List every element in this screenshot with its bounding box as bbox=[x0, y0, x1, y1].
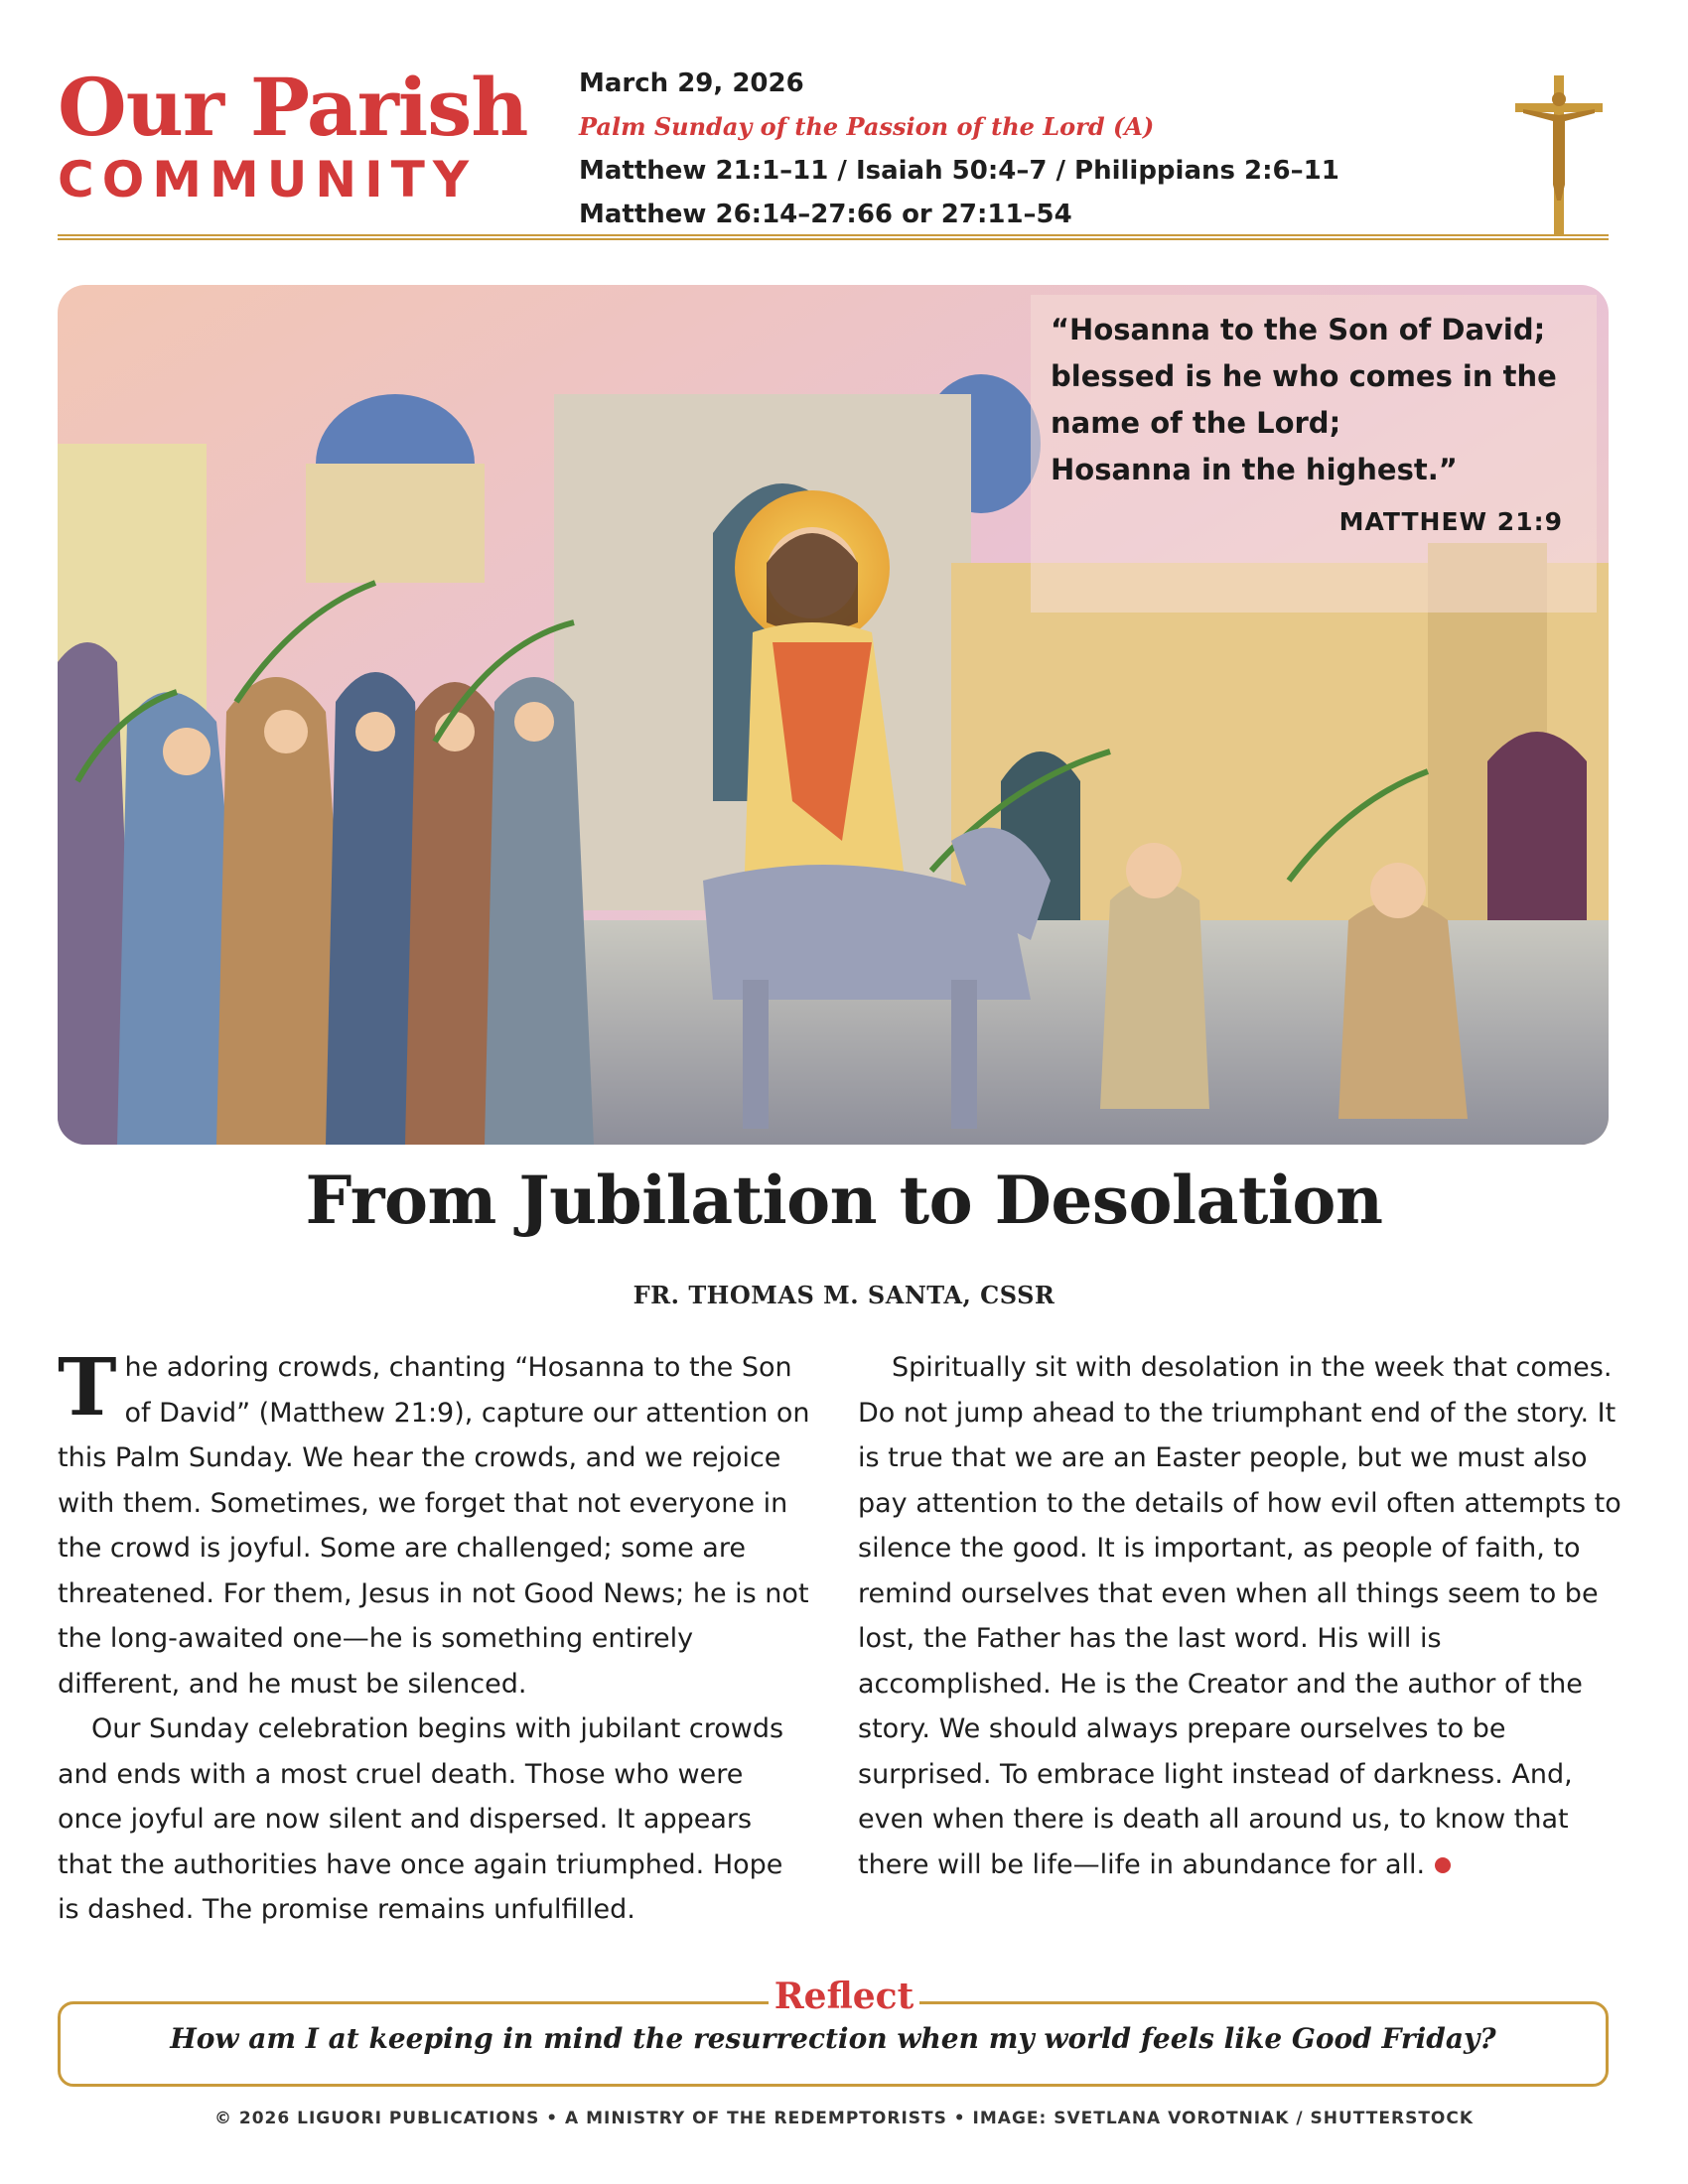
end-mark-icon bbox=[1435, 1857, 1451, 1873]
readings-line-1: Matthew 21:1–11 / Isaiah 50:4–7 / Philippians 2:6–11 bbox=[579, 156, 1339, 186]
reflect-question: How am I at keeping in mind the resurrection when my world feels like Good Friday? bbox=[170, 2022, 1496, 2055]
article-column-right bbox=[858, 1345, 1627, 1887]
logo-subtitle: COMMUNITY bbox=[58, 151, 478, 208]
issue-date: March 29, 2026 bbox=[579, 68, 804, 98]
article-paragraph-3 bbox=[858, 1345, 1627, 1887]
scripture-quote bbox=[1051, 307, 1587, 536]
reflect-heading bbox=[0, 1976, 1688, 2017]
article-paragraph-2: Our Sunday celebration begins with jubilant crowds and ends with a most cruel death. Those who were once joyful are now silent and dispersed. It appears that the authorities have once again triumphed. Hope is dashed. The promise remains unfulfilled. bbox=[58, 1713, 784, 1925]
drop-cap: T bbox=[58, 1340, 117, 1433]
readings-line-2: Matthew 26:14–27:66 or 27:11–54 bbox=[579, 200, 1072, 229]
quote-line-1: “Hosanna to the Son of David; bbox=[1051, 313, 1546, 346]
paragraph-1-text: he adoring crowds, chanting “Hosanna to the Son of David” (Matthew 21:9), capture our attention on this Palm Sunday. We hear the crowds, and we rejoice with them. Sometimes, we forget that not everyone in the crowd is joyful. Some are challenged; some are threatened. For them, Jesus in not Good News; he is not the long-awaited one—he is something entirely different, and he must be silenced. bbox=[58, 1352, 810, 1700]
masthead bbox=[58, 58, 1609, 242]
crucifix-icon bbox=[1509, 75, 1609, 234]
copyright-footer: © 2026 LIGUORI PUBLICATIONS • A MINISTRY OF THE REDEMPTORISTS • IMAGE: SVETLANA VOROTNIAK / SHUTTERSTOCK bbox=[213, 2109, 1475, 2128]
reflect-label: Reflect bbox=[769, 1976, 919, 2017]
liturgical-info bbox=[579, 62, 1453, 236]
quote-line-3: name of the Lord; bbox=[1051, 406, 1341, 440]
quote-citation: MATTHEW 21:9 bbox=[1338, 507, 1563, 536]
palm-sunday-illustration bbox=[58, 285, 1609, 1145]
parish-logo bbox=[58, 61, 554, 208]
paragraph-3-text: Spiritually sit with desolation in the week that comes. Do not jump ahead to the triumphant end of the story. It is true that we are an Easter people, but we must also pay attention to the details of how evil often attempts to silence the good. It is important, as people of faith, to remind ourselves that even when all things seem to be lost, the Father has the last word. His will is accomplished. He is the Creator and the author of the story. We should always prepare ourselves to be surprised. To embrace light instead of darkness. And, even when there is death all around us, to know that there will be life—life in abundance for all. bbox=[858, 1352, 1621, 1880]
article-title: From Jubilation to Desolation bbox=[305, 1161, 1383, 1239]
masthead-rule bbox=[58, 234, 1609, 240]
article-column-left bbox=[58, 1340, 812, 1933]
feast-title: Palm Sunday of the Passion of the Lord (A) bbox=[579, 112, 1155, 141]
quote-text bbox=[1051, 307, 1587, 493]
article-byline: FR. THOMAS M. SANTA, CSSR bbox=[633, 1281, 1055, 1309]
quote-line-2: blessed is he who comes in the bbox=[1051, 359, 1557, 393]
article-paragraph-1 bbox=[58, 1340, 812, 1706]
logo-title: Our Parish bbox=[58, 61, 528, 154]
quote-line-4: Hosanna in the highest.” bbox=[1051, 453, 1458, 486]
